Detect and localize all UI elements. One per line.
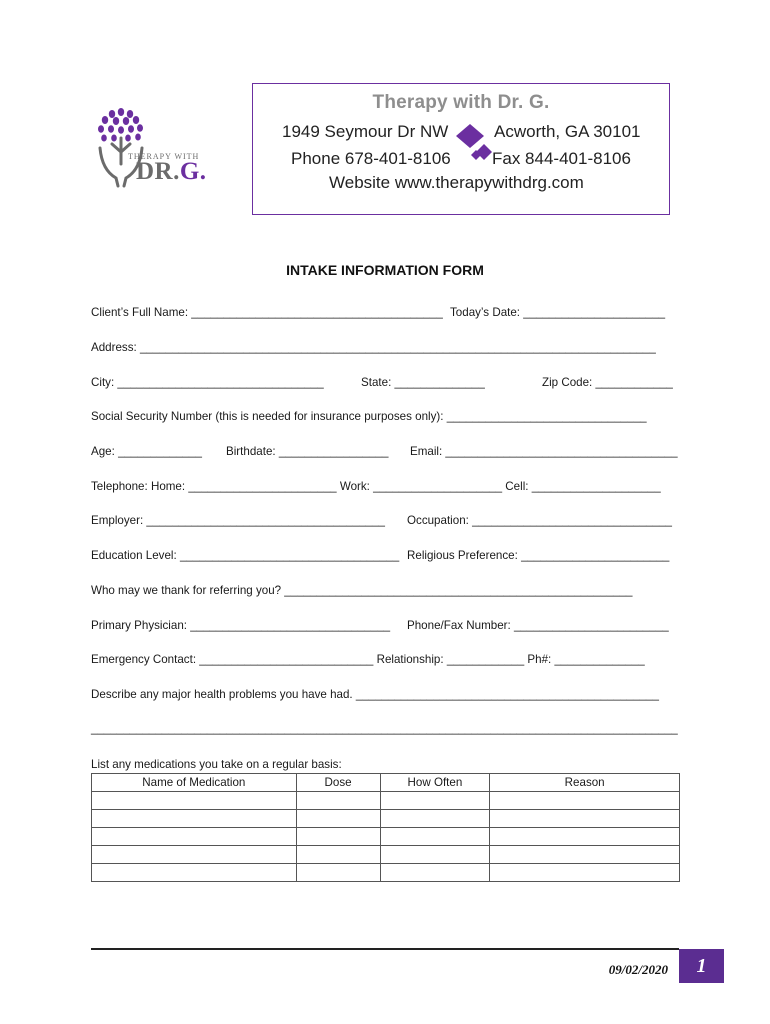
row-address: [91, 341, 679, 359]
footer-date: 09/02/2020: [608, 962, 668, 977]
row-telephone: [91, 480, 679, 498]
todays-date-field[interactable]: Today’s Date: ______________________: [450, 306, 666, 319]
city-state-zip: Acworth, GA 30101: [494, 122, 641, 141]
col-reason: Reason: [490, 774, 680, 792]
row-ssn: [91, 410, 679, 428]
medications-table: [91, 773, 680, 882]
how-often-cell[interactable]: [380, 828, 490, 846]
row-employer: [91, 514, 679, 532]
dose-cell[interactable]: [296, 864, 380, 882]
row-age-birthdate-email: [91, 445, 679, 463]
birthdate-field[interactable]: Birthdate: _________________: [226, 445, 389, 458]
phone-fax-field[interactable]: Phone/Fax Number: ________________________: [407, 619, 669, 632]
diamond-ornament-icon: [454, 122, 494, 166]
reason-cell[interactable]: [490, 864, 680, 882]
logo: [92, 108, 224, 190]
logo-wordmark: DR.G.: [136, 158, 207, 185]
reason-cell[interactable]: [490, 810, 680, 828]
practice-phone: Phone 678-401-8106: [291, 149, 451, 168]
medication-name-cell[interactable]: [92, 846, 297, 864]
email-field[interactable]: Email: ____________________________________: [410, 445, 678, 458]
city-field[interactable]: City: ________________________________: [91, 376, 324, 389]
state-field[interactable]: State: ______________: [361, 376, 485, 389]
practice-info-box: [252, 83, 670, 215]
medication-name-cell[interactable]: [92, 792, 297, 810]
reason-cell[interactable]: [490, 792, 680, 810]
row-health-continued: [91, 722, 679, 740]
how-often-cell[interactable]: [380, 846, 490, 864]
table-header-row: [92, 774, 680, 792]
col-name-of-medication: Name of Medication: [92, 774, 297, 792]
how-often-cell[interactable]: [380, 864, 490, 882]
how-often-cell[interactable]: [380, 810, 490, 828]
row-physician: [91, 619, 679, 637]
street-address: 1949 Seymour Dr NW: [282, 122, 449, 141]
practice-website: Website www.therapywithdrg.com: [329, 173, 584, 192]
medication-name-cell[interactable]: [92, 828, 297, 846]
practice-fax: Fax 844-401-8106: [492, 149, 631, 168]
table-row: [92, 846, 680, 864]
age-field[interactable]: Age: _____________: [91, 445, 202, 458]
practice-name: Therapy with Dr. G.: [372, 92, 550, 113]
form-title: INTAKE INFORMATION FORM: [286, 262, 484, 278]
row-client-name: [91, 306, 679, 324]
reason-cell[interactable]: [490, 846, 680, 864]
table-row: [92, 828, 680, 846]
religious-preference-field[interactable]: Religious Preference: _______________________: [407, 549, 670, 562]
client-name-field[interactable]: Client’s Full Name: _______________________________________: [91, 306, 443, 319]
dose-cell[interactable]: [296, 828, 380, 846]
row-health: [91, 688, 679, 706]
occupation-field[interactable]: Occupation: _______________________________: [407, 514, 672, 527]
medications-caption: List any medications you take on a regular basis:: [91, 758, 342, 771]
how-often-cell[interactable]: [380, 792, 490, 810]
referral-field[interactable]: Who may we thank for referring you? ______________________________________________________: [91, 584, 633, 597]
dose-cell[interactable]: [296, 810, 380, 828]
education-field[interactable]: Education Level: __________________________________: [91, 549, 400, 562]
primary-physician-field[interactable]: Primary Physician: _______________________________: [91, 619, 391, 632]
footer-rule: [91, 948, 679, 950]
table-row: [92, 864, 680, 882]
col-how-often: How Often: [380, 774, 490, 792]
emergency-contact-fields[interactable]: Emergency Contact: ___________________________ Relationship: ____________ Ph#: ______________: [91, 653, 645, 666]
table-row: [92, 810, 680, 828]
dose-cell[interactable]: [296, 846, 380, 864]
reason-cell[interactable]: [490, 828, 680, 846]
col-dose: Dose: [296, 774, 380, 792]
medications-table-body: [92, 792, 680, 882]
logo-tagline: THERAPY WITH: [128, 152, 200, 161]
health-problems-continued-field[interactable]: ___________________________________________________________________________________________: [91, 722, 678, 735]
row-city-state-zip: [91, 376, 679, 394]
telephone-fields[interactable]: Telephone: Home: _______________________ Work: ____________________ Cell: ____________________: [91, 480, 661, 493]
row-education: [91, 549, 679, 567]
employer-field[interactable]: Employer: _____________________________________: [91, 514, 385, 527]
dose-cell[interactable]: [296, 792, 380, 810]
zip-field[interactable]: Zip Code: ____________: [542, 376, 673, 389]
page-number-badge: 1: [679, 949, 724, 983]
ssn-field[interactable]: Social Security Number (this is needed for insurance purposes only): _______________________________: [91, 410, 647, 423]
medication-name-cell[interactable]: [92, 810, 297, 828]
medication-name-cell[interactable]: [92, 864, 297, 882]
row-referral: [91, 584, 679, 602]
address-field[interactable]: Address: ________________________________________________________________________________: [91, 341, 656, 354]
row-emergency: [91, 653, 679, 671]
health-problems-field[interactable]: Describe any major health problems you have had. _______________________________________________: [91, 688, 659, 701]
table-row: [92, 792, 680, 810]
